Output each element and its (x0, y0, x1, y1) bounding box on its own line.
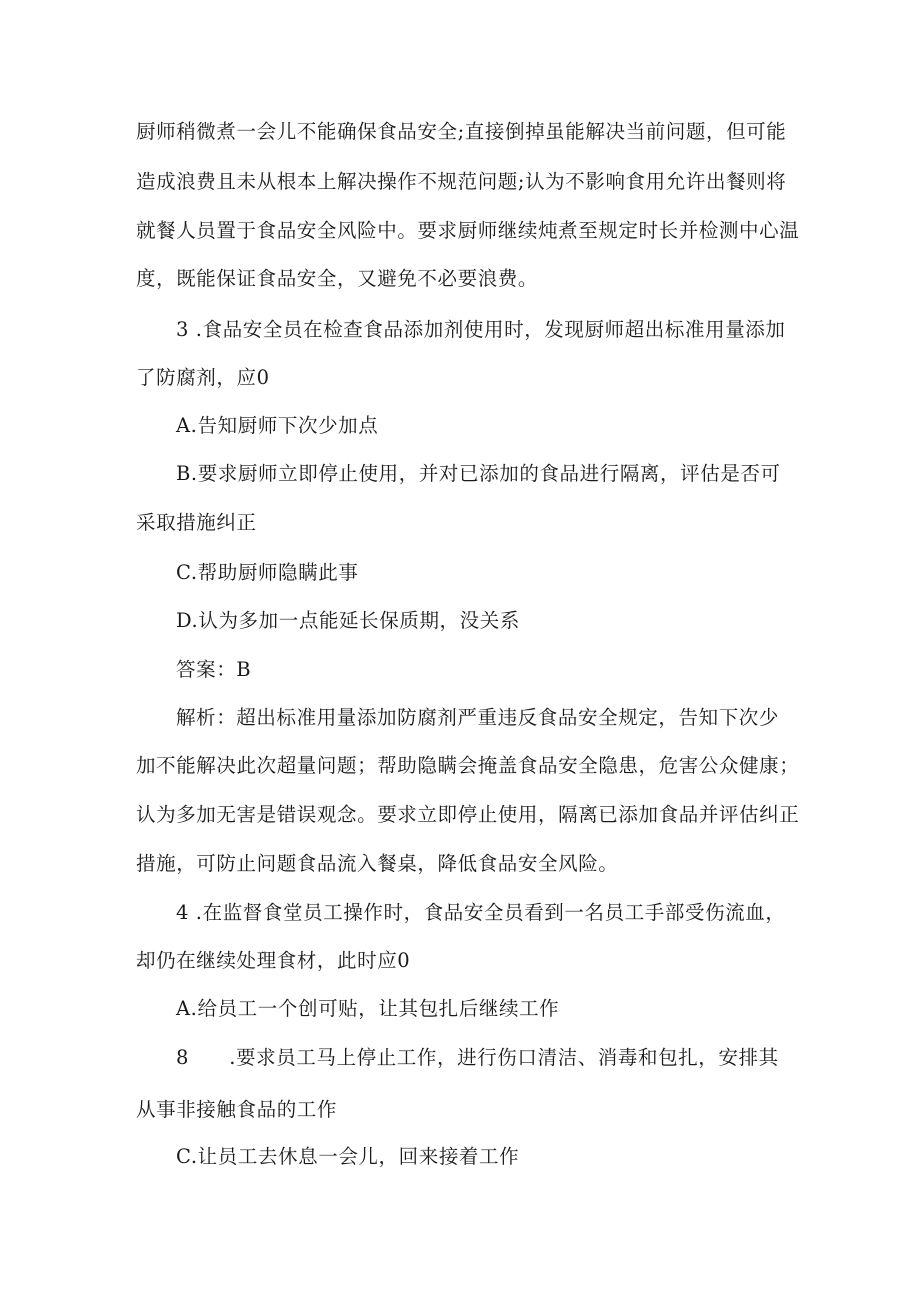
question-3-analysis-cont: 措施，可防止问题食品流入餐桌，降低食品安全风险。 (136, 852, 619, 875)
question-4-option-a: A.给员工一个创可贴，让其包扎后继续工作 (176, 997, 560, 1020)
question-4-option-b-cont: 从事非接触食品的工作 (136, 1098, 338, 1121)
question-4-stem-cont: 却仍在继续处理食材，此时应0 (136, 949, 411, 972)
paragraph-line: 度，既能保证食品安全，又避免不必要浪费。 (136, 267, 539, 290)
question-4-option-b: 8 .要求员工马上停止工作，进行伤口清洁、消毒和包扎，安排其 (176, 1046, 779, 1069)
question-3-option-d: D.认为多加一点能延长保质期，没关系 (176, 609, 520, 632)
question-3-option-b-cont: 采取措施纠正 (136, 511, 257, 534)
question-3-analysis-cont: 认为多加无害是错误观念。要求立即停止使用，隔离已添加食品并评估纠正 (136, 803, 800, 826)
paragraph-line: 厨师稍微煮一会儿不能确保食品安全;直接倒掉虽能解决当前问题，但可能 (136, 120, 787, 143)
question-3-option-a: A.告知厨师下次少加点 (176, 414, 379, 437)
question-3-analysis: 解析：超出标准用量添加防腐剂严重违反食品安全规定，告知下次少 (176, 706, 780, 729)
question-3-stem: 3 .食品安全员在检查食品添加剂使用时，发现厨师超出标准用量添加 (176, 318, 786, 341)
question-3-analysis-cont: 加不能解决此次超量问题；帮助隐瞒会掩盖食品安全隐患，危害公众健康； (136, 754, 800, 777)
question-3-answer: 答案：B (176, 658, 252, 681)
question-3-option-c: C.帮助厨师隐瞒此事 (176, 561, 359, 584)
paragraph-line: 就餐人员置于食品安全风险中。要求厨师继续炖煮至规定时长并检测中心温 (136, 219, 800, 242)
question-4-stem: 4 .在监督食堂员工操作时，食品安全员看到一名员工手部受伤流血， (176, 901, 786, 924)
paragraph-line: 造成浪费且未从根本上解决操作不规范问题;认为不影响食用允许出餐则将 (136, 170, 787, 193)
question-4-option-c: C.让员工去休息一会儿，回来接着工作 (176, 1145, 520, 1168)
question-3-option-b: B.要求厨师立即停止使用，并对已添加的食品进行隔离，评估是否可 (176, 462, 781, 485)
question-3-stem-cont: 了防腐剂，应0 (136, 366, 270, 389)
